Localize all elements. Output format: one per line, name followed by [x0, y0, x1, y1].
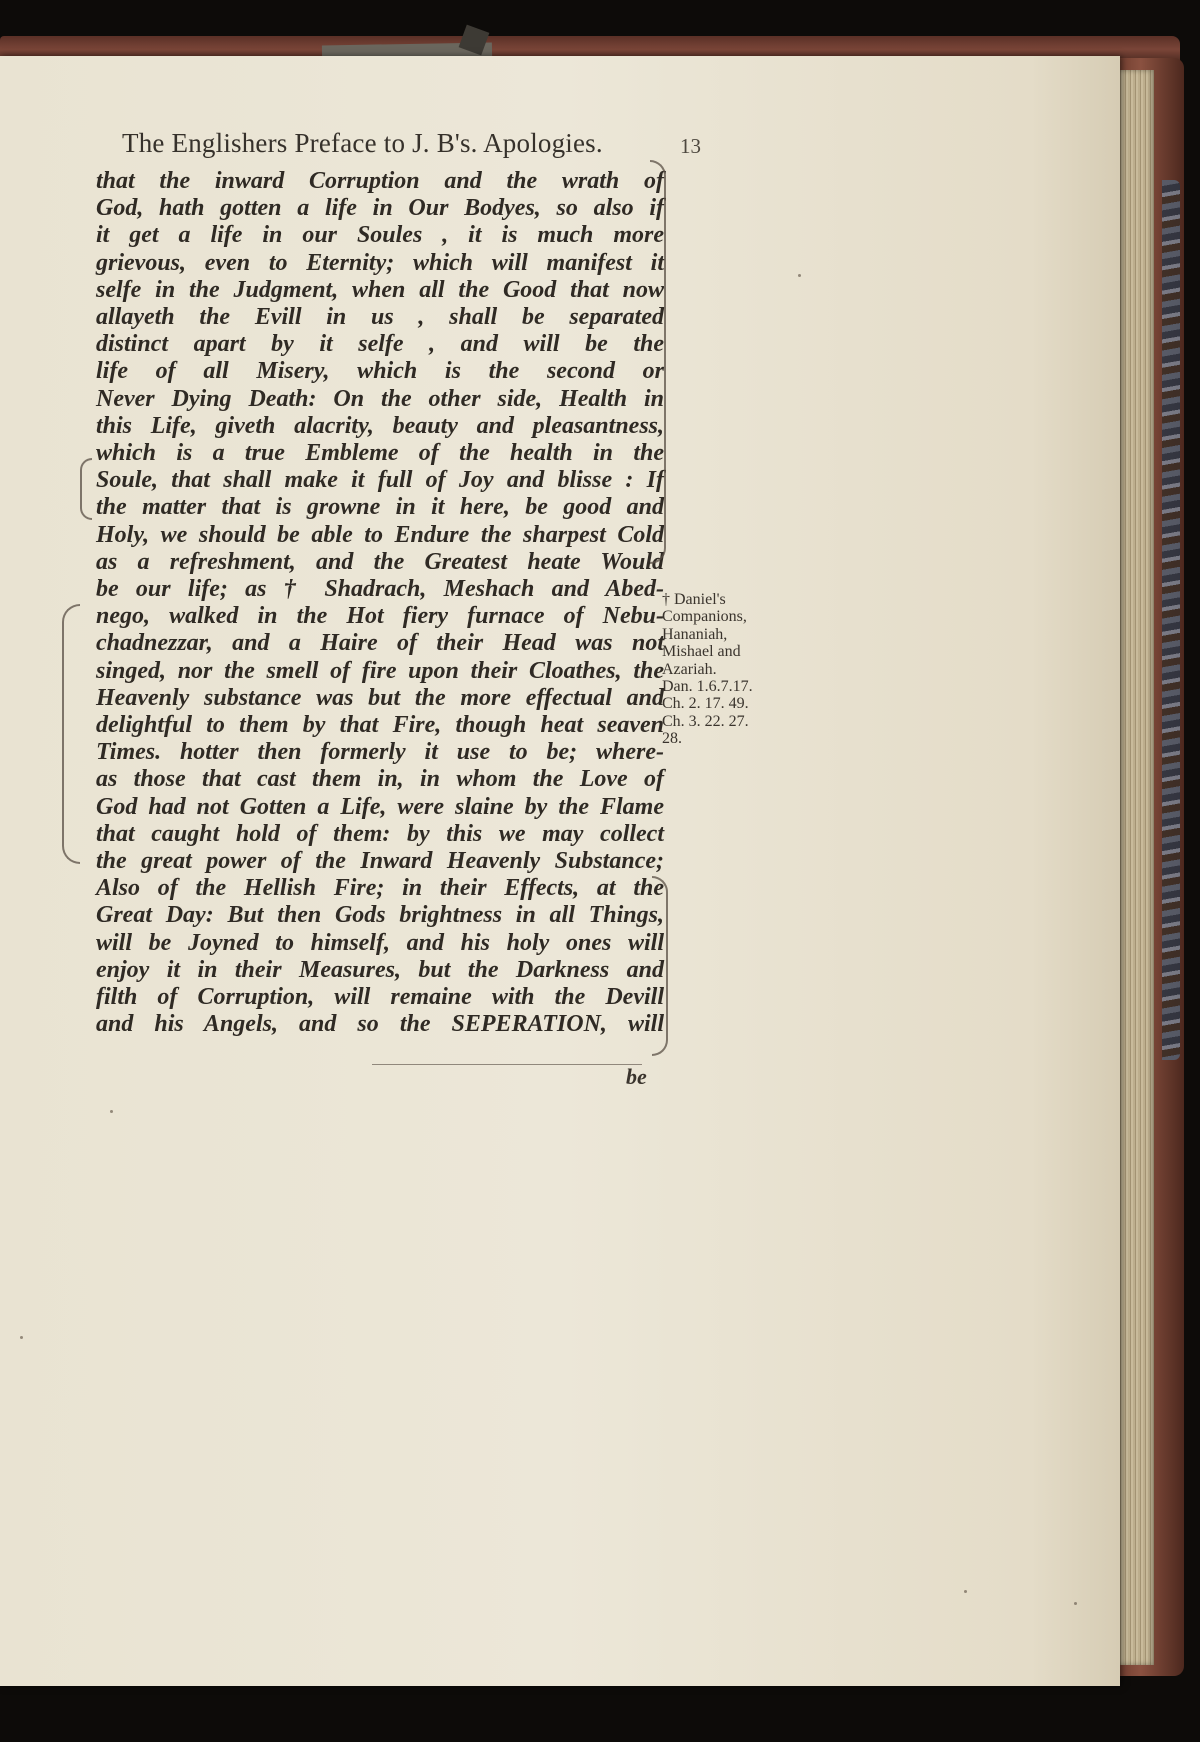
margin-note-line: Ch. 3. 22. 27.	[662, 712, 749, 730]
text-line: Times. hotter then formerly it use to be; where-	[96, 739, 664, 766]
text-line: God, hath gotten a life in Our Bodyes, so also if	[96, 195, 664, 222]
text-line: life of all Misery, which is the second or	[96, 358, 664, 385]
text-line: it get a life in our Soules , it is much more	[96, 222, 664, 249]
marginal-notes	[662, 591, 757, 748]
marbled-endpaper	[1162, 180, 1180, 1060]
text-line: as those that cast them in, in whom the Love of	[96, 766, 664, 793]
paper-speck	[1074, 1602, 1077, 1605]
text-line: God had not Gotten a Life, were slaine by the Flame	[96, 793, 664, 820]
text-line: grievous, even to Eternity; which will manifest it	[96, 249, 664, 276]
bracket-left-upper	[80, 458, 92, 520]
bracket-left-lower	[62, 604, 80, 864]
text-line: singed, nor the smell of fire upon their Cloathes, the	[96, 657, 664, 684]
text-line: will be Joyned to himself, and his holy ones will	[96, 929, 664, 956]
paper-speck	[20, 1336, 23, 1339]
text-line: chadnezzar, and a Haire of their Head was not	[96, 630, 664, 657]
margin-note-line: Dan. 1.6.7.17.	[662, 678, 753, 696]
text-line: delightful to them by that Fire, though heat seaven	[96, 712, 664, 739]
margin-note-line: Ch. 2. 17. 49.	[662, 695, 749, 713]
margin-note-line: Mishael and	[662, 643, 741, 661]
margin-note-line: Hananiah,	[662, 625, 728, 643]
text-line: Holy, we should be able to Endure the sharpest Cold	[96, 521, 664, 548]
text-line: filth of Corruption, will remaine with the Devill	[96, 984, 664, 1011]
margin-note-line: † Daniel's	[662, 591, 726, 608]
text-line: be our life; as † Shadrach, Meshach and Abed-	[96, 576, 664, 603]
page-number: 13	[680, 134, 701, 158]
text-line: the great power of the Inward Heavenly Substance;	[96, 848, 664, 875]
text-line: the matter that is growne in it here, be good and	[96, 494, 664, 521]
bracket-right-lower	[652, 876, 668, 1056]
margin-note-line: Companions,	[662, 608, 747, 626]
page-fore-edge	[1118, 70, 1154, 1665]
text-line: this Life, giveth alacrity, beauty and pleasantness,	[96, 412, 664, 439]
body-text	[96, 168, 664, 1039]
underline-rule	[372, 1064, 642, 1065]
text-line: enjoy it in their Measures, but the Darkness and	[96, 956, 664, 983]
running-title: The Englishers Preface to J. B's. Apologies.	[122, 128, 603, 158]
paper-speck	[798, 274, 801, 277]
text-line: Never Dying Death: On the other side, Health in	[96, 385, 664, 412]
text-line: and his Angels, and so the SEPERATION, will	[96, 1011, 664, 1038]
margin-note-line: 28.	[662, 730, 682, 748]
text-line: nego, walked in the Hot fiery furnace of Nebu-	[96, 603, 664, 630]
paper-speck	[110, 1110, 113, 1113]
text-line: that caught hold of them: by this we may collect	[96, 820, 664, 847]
text-line: selfe in the Judgment, when all the Good that now	[96, 276, 664, 303]
text-line: distinct apart by it selfe , and will be the	[96, 331, 664, 358]
bracket-right-upper	[650, 160, 666, 564]
text-line: as a refreshment, and the Greatest heate Would	[96, 548, 664, 575]
text-line: that the inward Corruption and the wrath of	[96, 168, 664, 194]
catchword: be	[626, 1064, 647, 1089]
text-line: allayeth the Evill in us , shall be separated	[96, 304, 664, 331]
text-line: Soule, that shall make it full of Joy and blisse : If	[96, 467, 664, 494]
margin-note-line: Azariah.	[662, 660, 717, 678]
text-line: which is a true Embleme of the health in the	[96, 440, 664, 467]
text-line: Also of the Hellish Fire; in their Effects, at the	[96, 875, 664, 902]
text-line: Great Day: But then Gods brightness in all Things,	[96, 902, 664, 929]
text-line: Heavenly substance was but the more effectual and	[96, 684, 664, 711]
paper-speck	[964, 1590, 967, 1593]
